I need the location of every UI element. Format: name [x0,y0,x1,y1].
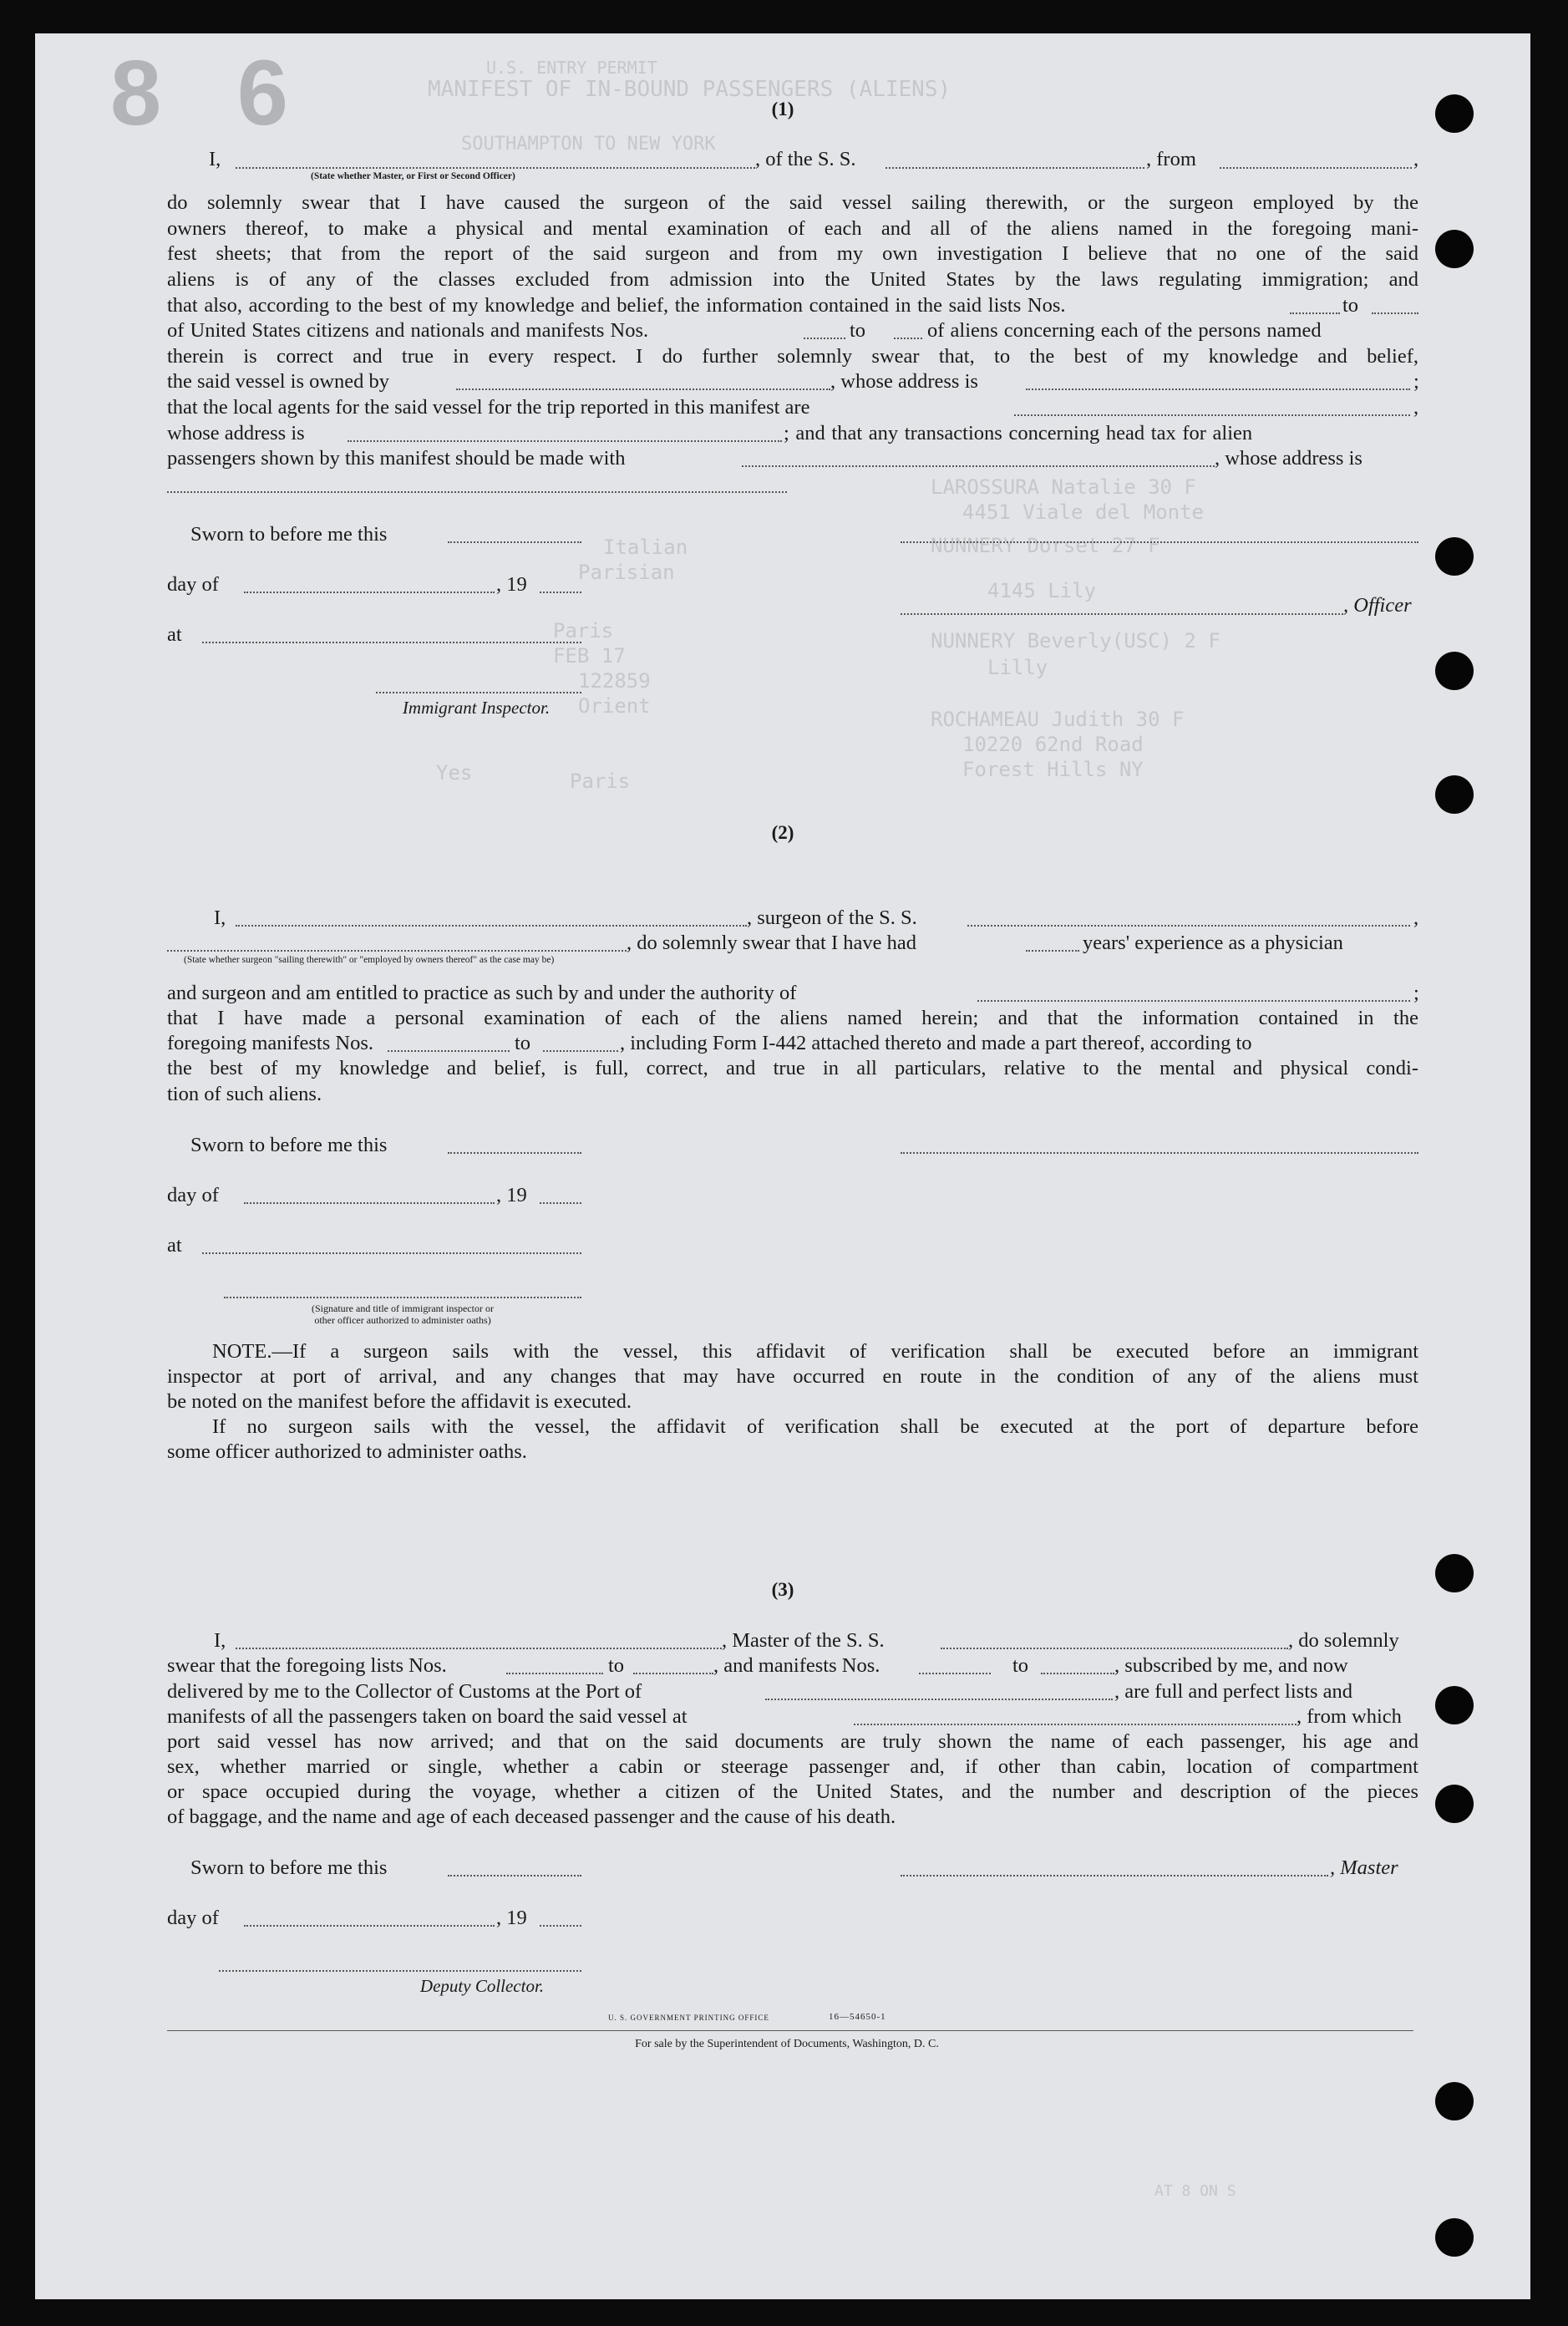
lists-to-blank [1372,312,1418,314]
bleed-line: SOUTHAMPTON TO NEW YORK [461,134,716,155]
manifest-page [35,33,1530,2299]
at-blank [202,1252,581,1254]
master-name-blank [236,1648,722,1649]
surgeon-signature-line [901,1152,1418,1154]
to-label: to [1342,294,1359,317]
note-text: inspector at port of arrival, and any changes that may have occurred en route in the condition of any of the aliens must [167,1365,1418,1388]
vessel-name-blank [967,925,1410,927]
inspector-signature-line [224,1297,581,1298]
authority-blank [977,1000,1410,1002]
bleed-stamp: 8 6 [110,42,313,145]
oath-text: manifests of all the passengers taken on board the said vessel at [167,1705,688,1728]
oath-text: ; and that any transactions concerning head tax for alien [784,422,1253,444]
note-text: If no surgeon sails with the vessel, the affidavit of verification shall be executed at the port of departure before [212,1415,1418,1438]
day-of-label: day of [167,573,219,596]
oath-text: port said vessel has now arrived; and that on the said documents are truly shown the name of each passenger, his age and [167,1730,1418,1753]
bleed-line: ROCHAMEAU Judith 30 F [931,708,1185,731]
semicolon: ; [1413,370,1419,393]
punch-hole [1435,1686,1474,1724]
sworn-day-blank [448,1152,581,1154]
surgeon-type-blank [167,950,627,952]
oath-text: fest sheets; that from the report of the said surgeon and from my own investigation I believe that no one of the said [167,242,1418,265]
vessel-name-blank [941,1648,1288,1649]
year-label: , 19 [496,1184,527,1206]
master-label: , Master [1330,1856,1398,1879]
oath-text: , and manifests Nos. [713,1654,880,1677]
signature-hint: (Signature and title of immigrant inspector or [312,1303,494,1314]
oath-text: delivered by me to the Collector of Customs at the Port of [167,1680,642,1703]
day-of-blank [244,1202,495,1204]
field-hint: (State whether Master, or First or Second Officer) [311,171,515,181]
oath-text: swear that the foregoing lists Nos. [167,1654,447,1677]
punch-hole [1435,230,1474,268]
bleed-line: Paris [570,769,631,793]
sworn-label: Sworn to before me this [190,1856,388,1879]
comma: , [1413,148,1419,170]
at-label: at [167,1234,182,1257]
oath-text: therein is correct and true in every respect. I do further solemnly swear that, to the best of my knowledge and belief, [167,345,1418,368]
form-number: 16—54650-1 [829,2012,886,2022]
oath-text: foregoing manifests Nos. [167,1032,373,1054]
surgeon-of-label: , surgeon of the S. S. [747,907,917,929]
bleed-line: Yes [436,761,473,785]
day-of-label: day of [167,1907,219,1929]
punch-hole [1435,1785,1474,1823]
year-label: , 19 [496,573,527,596]
agents-blank [1014,414,1410,416]
section-number: (3) [771,1579,794,1600]
officer-title-line [901,613,1343,615]
oath-text: , are full and perfect lists and [1114,1680,1353,1703]
bleed-line: MANIFEST OF IN-BOUND PASSENGERS (ALIENS) [428,77,951,102]
port-blank [765,1699,1113,1700]
lists-from-blank [506,1673,603,1674]
bleed-line: Lilly [987,656,1048,679]
deputy-signature-line [219,1970,581,1972]
manifests-to-blank [894,338,922,339]
oath-text: , subscribed by me, and now [1114,1654,1348,1677]
oath-text: , do solemnly swear that I have had [627,932,916,954]
punch-hole [1435,94,1474,133]
oath-i: I, [209,148,221,170]
oath-i: I, [214,907,226,929]
day-of-label: day of [167,1184,219,1206]
oath-text: whose address is [167,422,305,444]
lists-to-blank [633,1673,713,1674]
head-tax-address-blank [167,491,787,493]
bleed-line: 122859 [578,669,651,693]
officer-label: , Officer [1343,594,1412,617]
oath-text: tion of such aliens. [167,1083,322,1105]
officer-signature-line [901,541,1418,543]
oath-text: the said vessel is owned by [167,370,390,393]
manifests-from-blank [919,1673,991,1674]
bleed-line: FEB 17 [553,644,626,668]
sworn-day-blank [448,1875,581,1877]
year-blank [540,592,581,593]
punch-hole [1435,2082,1474,2120]
oath-text: aliens is of any of the classes excluded from admission into the United States by the laws regulating immigration; and [167,268,1418,291]
to-label: to [608,1654,625,1677]
oath-i: I, [214,1629,226,1652]
bleed-line: 4451 Viale del Monte [962,500,1204,524]
bleed-line: Forest Hills NY [962,758,1144,781]
oath-text: do solemnly swear that I have caused the surgeon of the said vessel sailing therewith, or the surgeon employed by the [167,191,1418,214]
bleed-line: 10220 62nd Road [962,733,1144,756]
footer-rule [167,2030,1413,2031]
inspector-signature-line [376,692,581,693]
of-ss-label: , of the S. S. [755,148,856,170]
from-label: , from [1146,148,1196,170]
lists-from-blank [1290,312,1340,314]
agents-address-blank [348,440,782,442]
sworn-label: Sworn to before me this [190,1134,388,1156]
manifests-from-blank [804,338,845,339]
day-of-blank [244,1925,495,1927]
at-label: at [167,623,182,646]
section-number: (1) [771,99,794,119]
oath-text: owners thereof, to make a physical and mental examination of each and all of the aliens named in the foregoing mani- [167,217,1418,240]
semicolon: ; [1413,982,1419,1004]
bleed-line: AT 8 ON S [1154,2182,1236,2200]
oath-text: and surgeon and am entitled to practice as such by and under the authority of [167,982,797,1004]
master-signature-line [901,1875,1328,1877]
field-hint: (State whether surgeon "sailing therewith" or "employed by owners thereof" as the case may be) [184,955,555,965]
year-blank [540,1202,581,1204]
deputy-label: Deputy Collector. [419,1976,545,1996]
manifests-to-blank [1041,1673,1114,1674]
punch-hole [1435,2218,1474,2257]
manifests-to-blank [543,1050,618,1052]
gpo-imprint: U. S. GOVERNMENT PRINTING OFFICE [608,2014,769,2022]
head-tax-agent-blank [742,465,1215,467]
oath-text: of baggage, and the name and age of each deceased passenger and the cause of his death. [167,1805,896,1828]
sworn-label: Sworn to before me this [190,523,388,546]
to-label: to [850,319,866,342]
manifests-from-blank [388,1050,510,1052]
owner-blank [456,389,830,390]
from-port-blank [1220,167,1412,169]
signature-hint: other officer authorized to administer oaths) [314,1314,491,1326]
bleed-line: Orient [578,694,651,718]
oath-text: , do solemnly [1288,1629,1399,1652]
bleed-line: LAROSSURA Natalie 30 F [931,475,1196,499]
oath-text: years' experience as a physician [1083,932,1343,954]
vessel-name-blank [885,167,1144,169]
oath-text: or space occupied during the voyage, whether a citizen of the United States, and the number and description of the pieces [167,1780,1418,1803]
sale-notice: For sale by the Superintendent of Documents, Washington, D. C. [635,2038,939,2050]
bleed-line: Paris [553,619,614,642]
comma: , [1413,396,1419,419]
oath-text: passengers shown by this manifest should be made with [167,447,626,470]
surgeon-name-blank [236,925,747,927]
oath-text: of United States citizens and nationals and manifests Nos. [167,319,649,342]
note-text: NOTE.—If a surgeon sails with the vessel, this affidavit of verification shall be executed before an immigrant [212,1340,1418,1363]
years-blank [1026,950,1079,952]
day-of-blank [244,592,495,593]
oath-text: that also, according to the best of my knowledge and belief, the information contained in the said lists Nos. [167,294,1066,317]
bleed-line: Parisian [578,561,675,584]
to-label: to [515,1032,531,1054]
punch-hole [1435,652,1474,690]
whose-address-label: , whose address is [830,370,978,393]
inspector-label: Immigrant Inspector. [402,698,551,718]
oath-text: , from which [1297,1705,1402,1728]
bleed-line: 4145 Lily [987,579,1097,602]
master-of-label: , Master of the S. S. [722,1629,885,1652]
oath-text: that the local agents for the said vessel for the trip reported in this manifest are [167,396,810,419]
bleed-line: NUNNERY Beverly(USC) 2 F [931,629,1220,653]
year-blank [540,1925,581,1927]
owner-address-blank [1026,389,1410,390]
oath-text: the best of my knowledge and belief, is full, correct, and true in all particulars, relative to the mental and physical condi- [167,1057,1418,1079]
bleed-line: Italian [603,536,688,559]
section-number: (2) [771,822,794,843]
officer-rank-blank [236,167,755,169]
sworn-day-blank [448,541,581,543]
departure-port-blank [854,1724,1297,1725]
year-label: , 19 [496,1907,527,1929]
bleed-line: U.S. ENTRY PERMIT [486,58,657,78]
at-blank [202,642,581,643]
oath-text: of aliens concerning each of the persons named [927,319,1322,342]
to-label: to [1012,1654,1029,1677]
oath-text: , including Form I-442 attached thereto and made a part thereof, according to [620,1032,1252,1054]
whose-address-label: , whose address is [1215,447,1362,470]
note-text: some officer authorized to administer oaths. [167,1440,527,1463]
punch-hole [1435,537,1474,576]
punch-hole [1435,1554,1474,1592]
oath-text: sex, whether married or single, whether a cabin or steerage passenger and, if other than cabin, location of compartment [167,1755,1418,1778]
oath-text: that I have made a personal examination of each of the aliens named herein; and that the information contained in the [167,1007,1418,1029]
punch-hole [1435,775,1474,814]
comma: , [1413,907,1419,929]
bleed-line: NUNNERY Dorset 27 F [931,534,1160,557]
note-text: be noted on the manifest before the affidavit is executed. [167,1390,632,1413]
